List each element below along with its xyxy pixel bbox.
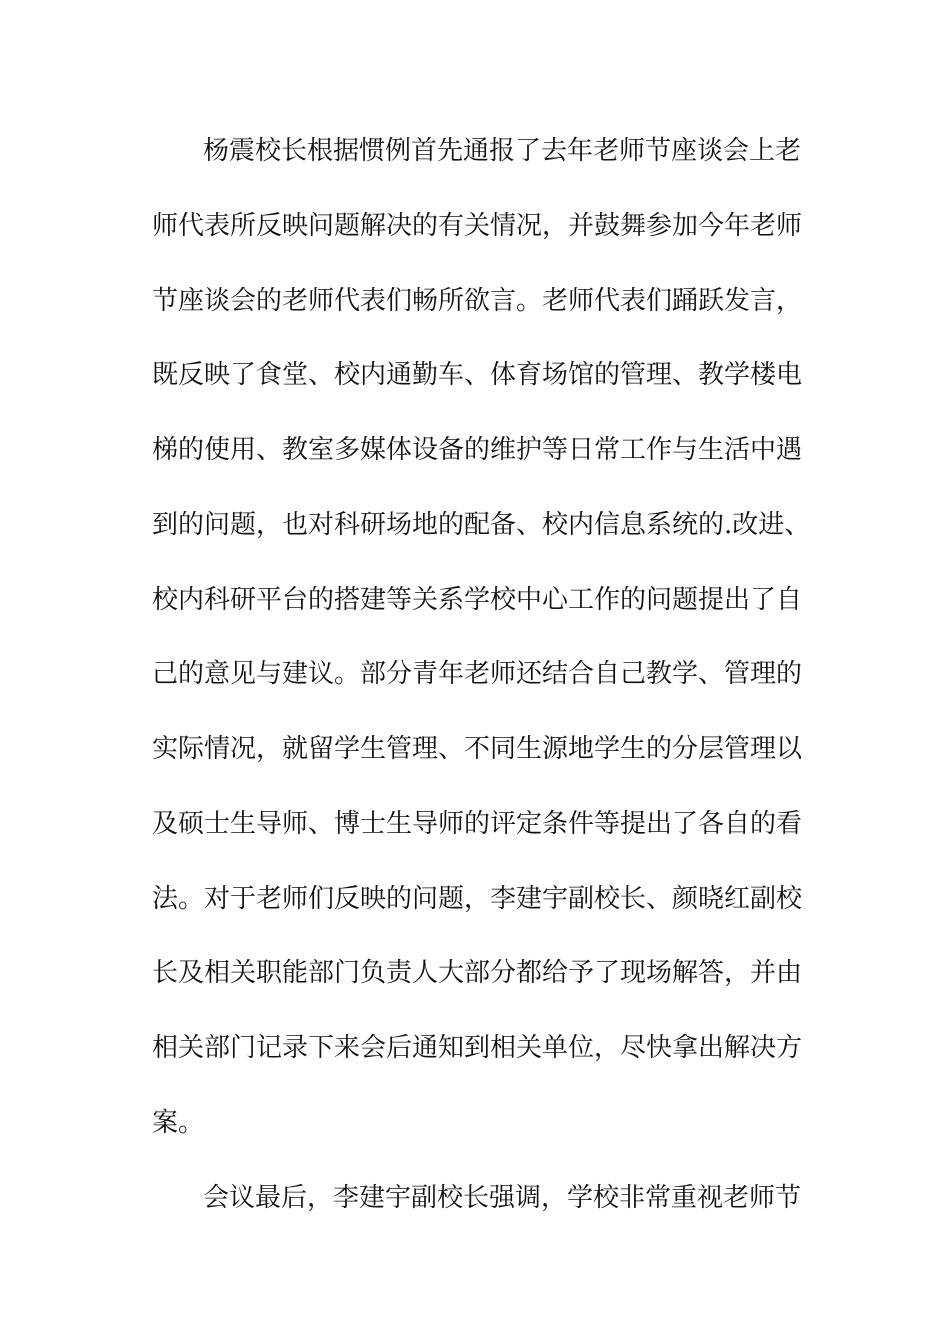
paragraph-1-line-10: 及硕士生导师、博士生导师的评定条件等提出了各自的看 <box>152 809 803 839</box>
paragraph-1-line-6: 到的问题，也对科研场地的配备、校内信息系统的.改进、 <box>152 510 811 540</box>
paragraph-1-line-2: 师代表所反映问题解决的有关情况，并鼓舞参加今年老师 <box>152 211 803 241</box>
paragraph-1-line-12: 长及相关职能部门负责人大部分都给予了现场解答，并由 <box>152 958 803 988</box>
paragraph-1-line-5: 梯的使用、教室多媒体设备的维护等日常工作与生活中遇 <box>152 435 803 465</box>
paragraph-1-line-13: 相关部门记录下来会后通知到相关单位，尽快拿出解决方 <box>152 1033 803 1063</box>
paragraph-1-line-11: 法。对于老师们反映的问题，李建宇副校长、颜晓红副校 <box>152 884 803 914</box>
paragraph-1-line-3: 节座谈会的老师代表们畅所欲言。老师代表们踊跃发言， <box>152 286 803 316</box>
paragraph-1-line-4: 既反映了食堂、校内通勤车、体育场馆的管理、教学楼电 <box>152 360 803 390</box>
paragraph-1-line-7: 校内科研平台的搭建等关系学校中心工作的问题提出了自 <box>152 585 803 615</box>
paragraph-2-line-1: 会议最后，李建宇副校长强调，学校非常重视老师节 <box>203 1183 802 1213</box>
paragraph-1-line-1: 杨震校长根据惯例首先通报了去年老师节座谈会上老 <box>203 136 802 166</box>
paragraph-1-line-8: 己的意见与建议。部分青年老师还结合自己教学、管理的 <box>152 659 803 689</box>
paragraph-1-line-9: 实际情况，就留学生管理、不同生源地学生的分层管理以 <box>152 734 803 764</box>
paragraph-1-line-14: 案。 <box>152 1108 205 1138</box>
